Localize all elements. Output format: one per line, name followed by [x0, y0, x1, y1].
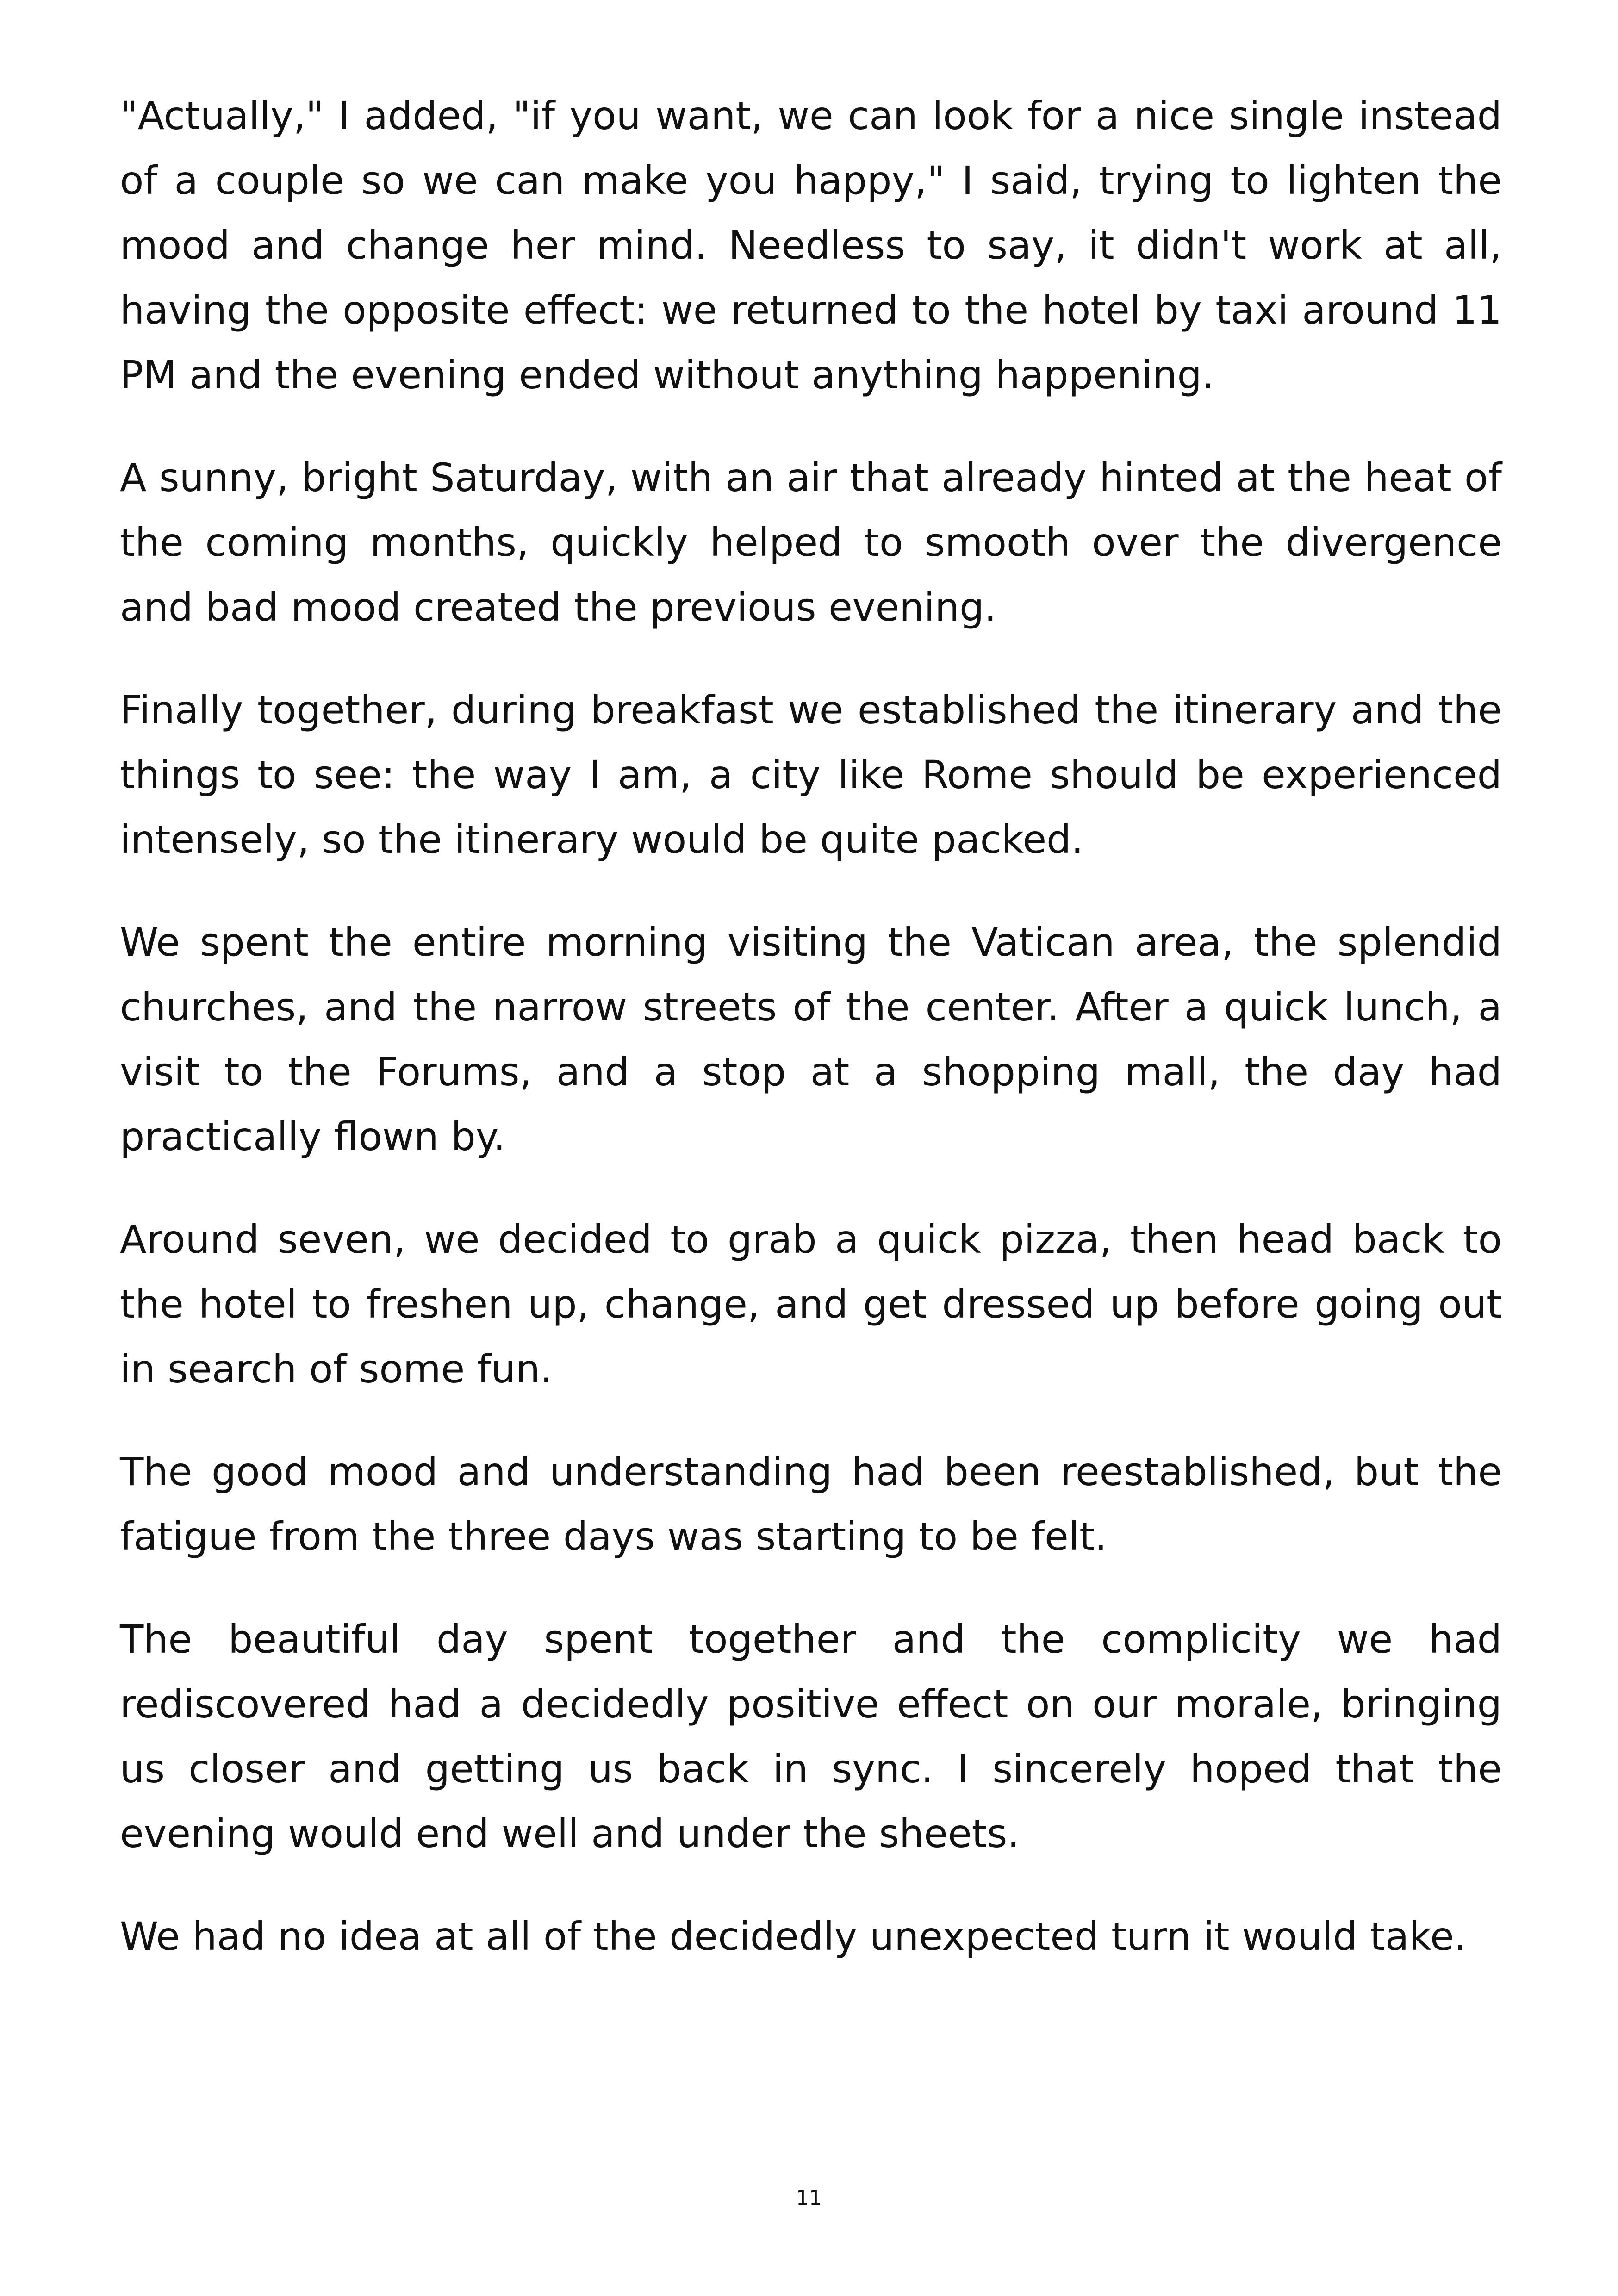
paragraph: A sunny, bright Saturday, with an air that already hinted at the heat of the coming months, quickly helped to smooth over the divergence and bad mood created the previous evening.	[120, 455, 1502, 630]
page-number: 11	[796, 2186, 822, 2210]
paragraph: The good mood and understanding had been reestablished, but the fatigue from the three days was starting to be felt.	[120, 1449, 1502, 1559]
paragraph: We had no idea at all of the decidedly unexpected turn it would take.	[120, 1914, 1467, 1959]
paragraph: Around seven, we decided to grab a quick pizza, then head back to the hotel to freshen up, change, and get dressed up before going out in search of some fun.	[120, 1217, 1502, 1392]
paragraph: Finally together, during breakfast we established the itinerary and the things to see: the way I am, a city like Rome should be experienced intensely, so the itinerary would be quite packed.	[120, 687, 1502, 862]
paragraph: We spent the entire morning visiting the Vatican area, the splendid churches, and the narrow streets of the center. After a quick lunch, a visit to the Forums, and a stop at a shopping mall, the day had practically flown by.	[120, 920, 1502, 1159]
paragraph: "Actually," I added, "if you want, we can look for a nice single instead of a couple so we can make you happy," I said, trying to lighten the mood and change her mind. Needless to say, it didn't work at all, having the opposite effect: we returned to the hotel by taxi around 11 PM and the evening ended without anything happening.	[120, 93, 1502, 398]
paragraph: The beautiful day spent together and the complicity we had rediscovered had a decidedly positive effect on our morale, bringing us closer and getting us back in sync. I sincerely hoped that the evening would end well and under the sheets.	[120, 1617, 1502, 1856]
body-text	[120, 83, 1502, 2007]
